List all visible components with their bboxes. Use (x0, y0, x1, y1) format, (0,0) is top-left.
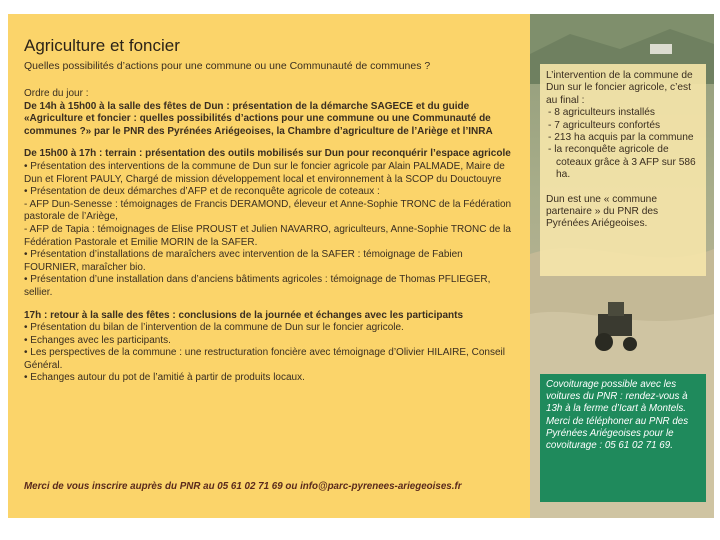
results-box (540, 64, 706, 276)
session-2-item: • Présentation d’installations de maraîchers avec intervention de la SAFER : témoignage de Fabien FOURNIER, maraîcher bio. (24, 249, 463, 273)
session-2-heading: De 15h00 à 17h : terrain : présentation des outils mobilisés sur Dun pour reconquérir l’espace agricole (24, 148, 511, 160)
session-1: De 14h à 15h00 à la salle des fêtes de Dun : présentation de la démarche SAGECE et du guide «Agriculture et foncier : quelles possibilités d’actions pour une commune ou une Communauté de communes ?» par le PNR des Pyrénées Ariégeoises, la Chambre d’agriculture de l’Ariège et l’INRA (24, 100, 493, 137)
partner-note: Dun est une « commune partenaire » du PNR des Pyrénées Ariégeoises. (546, 193, 659, 230)
session-3-item: • Les perspectives de la commune : une restructuration foncière avec témoignage d’Olivier HILAIRE, Conseil Général. (24, 347, 505, 371)
session-3-item: • Présentation du bilan de l’intervention de la commune de Dun sur le foncier agricole. (24, 322, 404, 334)
results-item: - la reconquête agricole de coteaux grâce à 3 AFP sur 586 ha. (548, 144, 696, 181)
results-item: - 8 agriculteurs installés (548, 107, 656, 119)
session-2-item: • Présentation de deux démarches d’AFP et de reconquête agricole de coteaux : (24, 186, 380, 198)
results-item: - 7 agriculteurs confortés (548, 119, 661, 131)
session-3-heading: 17h : retour à la salle des fêtes : conclusions de la journée et échanges avec les participants (24, 309, 464, 321)
registration-footer: Merci de vous inscrire auprès du PNR au 05 61 02 71 69 ou info@parc-pyrenees-ariegeoises.fr (24, 481, 462, 492)
session-3-item: • Echanges avec les participants. (24, 334, 171, 346)
results-item: - 213 ha acquis par la commune (548, 132, 694, 144)
session-2-item: - AFP Dun-Senesse : témoignages de Francis DERAMOND, éleveur et Anne-Sophie TRONC de la Fédération pastorale de l’Ariège, (24, 198, 512, 223)
session-2-item: • Présentation d’une installation dans d’anciens bâtiments agricoles : témoignage de Thomas PFLIEGER, sellier. (24, 274, 491, 298)
session-3-item: • Echanges autour du pot de l’amitié à partir de produits locaux. (24, 372, 305, 384)
agenda-label: Ordre du jour : (24, 88, 89, 99)
page-subtitle: Quelles possibilités d’actions pour une commune ou une Communauté de communes ? (24, 60, 431, 72)
carpool-box: Covoiturage possible avec les voitures du PNR : rendez-vous à 13h à la ferme d’Icart à Montels. Merci de téléphoner au PNR des Pyrénées Ariégeoises pour le covoiturage : 05 61 02 71 69. (540, 374, 706, 502)
session-2-item: • Présentation des interventions de la commune de Dun sur le foncier agricole par Alain PALMADE, Maire de Dun et Florent PAULY, Chargé de mission développement local et environnement à la SCOP du Douctouyre (24, 160, 505, 185)
page-title: Agriculture et foncier (24, 36, 180, 55)
session-2-item: - AFP de Tapia : témoignages de Elise PROUST et Julien NAVARRO, agriculteurs, Anne-Sophie TRONC de la Fédération Pastorale et Emilie MORIN de la SAFER. (24, 223, 511, 248)
results-intro: L’intervention de la commune de Dun sur le foncier agricole, c’est au final : (546, 70, 693, 106)
main-content (24, 36, 519, 385)
